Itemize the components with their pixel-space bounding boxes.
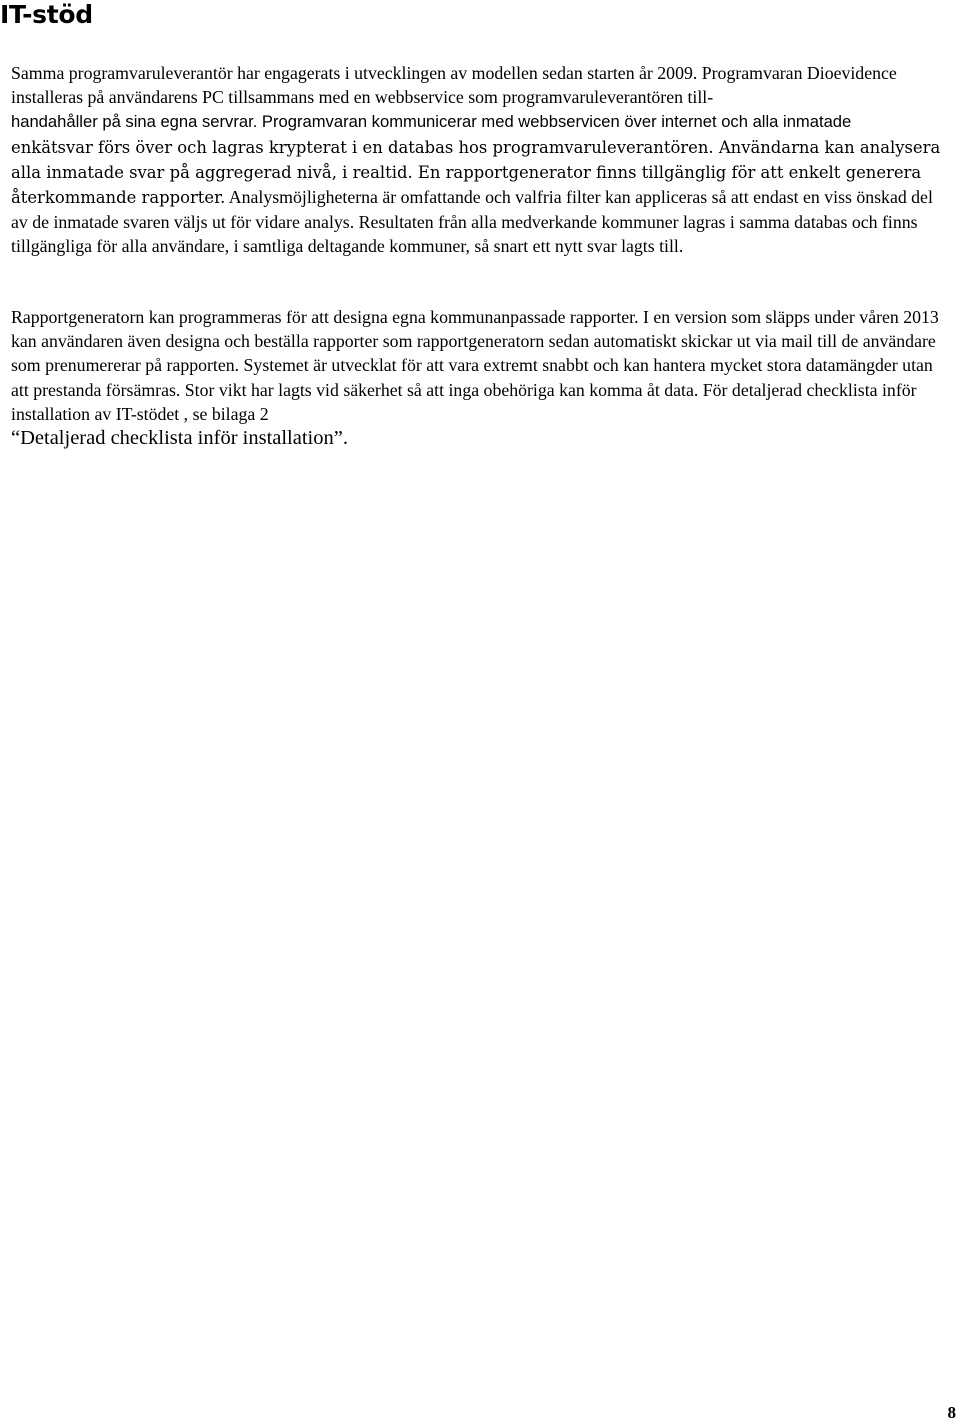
paragraph-2-text: Rapportgeneratorn kan programmeras för att designa egna kommunanpassade rapporter. I en version som släpps under våren 2013 kan användaren även designa och beställa rapporter som rapportgeneratorn sedan automatiskt skickar ut via mail till de användare som prenumererar på rapporten. Systemet är utvecklat för att vara extremt snabbt och kan hantera mycket stora datamängder utan att prestanda försämras. Stor vikt har lagts vid säkerhet så att inga obehöriga kan komma åt data. För detaljerad checklista inför installation av IT-stödet , se bilaga 2 [11, 307, 939, 424]
paragraph-1-part-2: handahåller på sina egna servrar. Programvaran kommunicerar med webbservicen över internet och alla inmatade [11, 112, 852, 132]
paragraph-1-part-5: Analysmöjligheterna är omfattande och valfria filter kan appliceras så att endast en viss önskad del av de inmatade svaren väljs ut för vidare analys. Resultaten från alla medverkande kommuner lagras i samma databas och finns tillgängliga för alla användare, i samtliga deltagande kommuner, så snart ett nytt svar lagts till. [11, 187, 933, 257]
paragraph-1-part-1: Samma programvaruleverantör har engagerats i utvecklingen av modellen sedan starten år 2009. Programvaran Dioevidence installeras på användarens PC tillsammans med en webbservice som programvaruleverantören till- [11, 63, 897, 108]
paragraph-1-part-3: enkätsvar förs över och lagras krypterat i en databas hos programvaruleverantören. Användarna kan analysera alla inmatade svar på aggregerad nivå, i realtid. [11, 137, 941, 182]
appendix-reference: “Detaljerad checklista inför installation”. [11, 427, 348, 450]
page-title: IT-stöd [0, 0, 93, 29]
paragraph-1-part-4: En rapportgenerator finns tillgänglig för att enkelt generera återkommande rapporter. [11, 162, 922, 208]
body-paragraph-1 [11, 61, 946, 259]
page-number: 8 [947, 1403, 956, 1422]
body-paragraph-2 [11, 305, 946, 450]
